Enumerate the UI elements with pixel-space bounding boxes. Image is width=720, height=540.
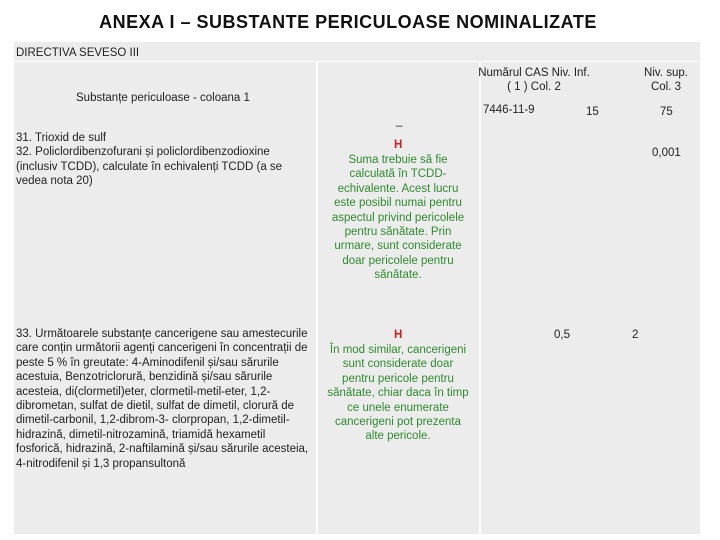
row-name: 33. Următoarele substanțe cancerigene sau amestecurile care conțin următorii agenți cancerigeni în concentrații de peste 5 % în greutate: 4-Aminodifenil și/sau sărurile acestuia, Benzotriclorură, benzidină și/sau sărurile acesteia, di(clormetil)eter, clormetil-metil-eter, 1,2- dibrometan, sulfat de dietil, sulfat de dimetil, clorură de dimetil-carbonil, 1,2-dibrom-3- clorpropan, 1,2-dimetil- hidrazină, dimetil-nitrozamină, triamidă hexametil fosforică, hidrazină, 2-naftilamină și/sau sărurile acesteia, 4-nitrodifenil și 1,3 propansultonă (16, 328, 309, 470)
row-sup: 75 (660, 106, 673, 118)
row-hazard: H (394, 139, 403, 151)
row-sup: 0,001 (652, 147, 681, 159)
row-hazard: H (394, 329, 403, 341)
row-name: 31. Trioxid de sulf 32. Policlordibenzofurani și policlordibenzodioxine (inclusiv TCDD), calculate în echivalenți TCDD (a se vedea nota 20) (16, 132, 283, 188)
row-inf: 15 (586, 106, 599, 118)
header-sup: Niv. sup. Col. 3 (644, 67, 688, 94)
row-divider (14, 61, 700, 62)
row-note: Suma trebuie să fie calculată în TCDD- echivalente. Acest lucru este posibil numai pentru aspectul privind pericolele pentru sănătate. Prin urmare, sunt considerate doar pericolele pentru sănătate. (331, 154, 465, 282)
substances-table (14, 42, 700, 534)
header-dash: _ (396, 115, 403, 127)
column-divider (316, 61, 318, 534)
page-title: ANEXA I – SUBSTANTE PERICULOASE NOMINALIZATE (99, 12, 597, 32)
row-cas: 7446-11-9 (483, 104, 535, 116)
column-divider (479, 61, 481, 534)
row-note: În mod similar, cancerigeni sunt considerate doar pentru pericole pentru sănătate, chiar daca în timp ce unele enumerate cancerigeni pot prezenta alte pericole. (327, 344, 469, 443)
directive-label: DIRECTIVA SEVESO III (16, 47, 140, 59)
header-substances: Substanțe periculoase - coloana 1 (76, 92, 250, 104)
row-sup: 2 (632, 329, 639, 341)
header-cas-inf: Numărul CAS Niv. Inf. ( 1 ) Col. 2 (478, 67, 590, 94)
row-inf: 0,5 (554, 329, 570, 341)
